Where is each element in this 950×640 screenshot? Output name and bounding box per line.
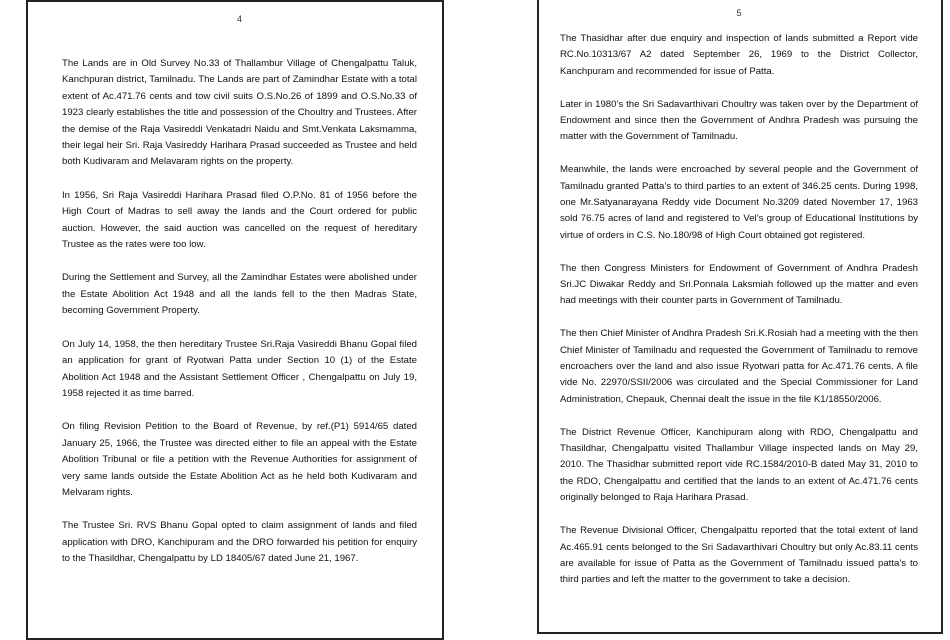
paragraph: During the Settlement and Survey, all the Zamindhar Estates were abolished under the Estate Abolition Act 1948 and all the lands fell to the then Madras State, becoming Government Property. <box>62 272 417 317</box>
document-page-right <box>537 0 943 634</box>
document-page-left <box>26 0 444 640</box>
paragraph: The District Revenue Officer, Kanchipuram along with RDO, Chengalpattu and Thasildhar, Chengalpattu visited Thallambur Village inspected lands on May 29, 2010. The Thasidhar submitted report vide RC.1584/2010-B dated May 31, 2010 to the RDO, Chengalpattu and certified that the lands to an extent of Ac.471.76 cents originally belonged to Raja Harihara Prasad. <box>560 426 918 504</box>
paragraph: The then Congress Ministers for Endowment of Government of Andhra Pradesh Sri.JC Diwakar Reddy and Sri.Ponnala Laksmiah followed up the matter and even had meetings with their counter parts in Government of Tamilnadu. <box>560 262 918 307</box>
paragraph: The then Chief Minister of Andhra Pradesh Sri.K.Rosiah had a meeting with the then Chief Minister of Tamilnadu and requested the Government of Tamilnadu to remove encroachers over the land and also issue Ryotwari patta for Ac.471.76 cents. A file vide No. 22970/SSII/2006 was circulated and the Special Commissioner for Land Administration, Chepauk, Chennai dealt the issue in the file K1/18550/2006. <box>560 328 918 405</box>
paragraph: Later in 1980’s the Sri Sadavarthivari Choultry was taken over by the Department of Endowment and since then the Government of Andhra Pradesh was pursuing the matter with the Government of Tamilnadu. <box>560 98 918 143</box>
page-number: 5 <box>736 8 742 18</box>
paragraph: The Lands are in Old Survey No.33 of Thallambur Village of Chengalpattu Taluk, Kanchpuran district, Tamilnadu. The Lands are part of Zamindhar Estate with a total extent of Ac.471.76 cents and tow civil suits O.S.No.26 of 1899 and O.S.No.33 of 1923 clearly establishes the title and possession of the Choultry and Trustees. After the demise of the Raja Vasireddi Venkatadri Naidu and Smt.Venkata Laksmamma, their legal heir Sri. Raja Vasireddy Harihara Prasad succeeded as Trustee and held both Kudivaram and Melavaram rights on the property. <box>62 58 417 168</box>
paragraph: The Trustee Sri. RVS Bhanu Gopal opted to claim assignment of lands and filed application with DRO, Kanchipuram and the DRO forwarded his petition for enquiry to the Thasildhar, Chengalpattu by LD 18405/67 dated June 21, 1967. <box>62 520 417 565</box>
paragraph: On July 14, 1958, the then hereditary Trustee Sri.Raja Vasireddi Bhanu Gopal filed an application for grant of Ryotwari Patta under Section 10 (1) of the Estate Abolition Act 1948 and the Assistant Settlement Officer , Chengalpattu on July 19, 1958 rejected it as time barred. <box>62 338 417 399</box>
page-number: 4 <box>236 14 242 24</box>
paragraph: In 1956, Sri Raja Vasireddi Harihara Prasad filed O.P.No. 81 of 1956 before the High Court of Madras to sell away the lands and the Court ordered for public auction. However, the said auction was cancelled on the request of hereditary Trustee as the rates were too low. <box>62 189 417 251</box>
paragraph: On filing Revision Petition to the Board of Revenue, by ref.(P1) 5914/65 dated January 25, 1966, the Trustee was directed either to file an appeal with the Estate Abolition Tribunal or file a petition with the Revenue Authorities for assignment of very same lands outside the Estate Abolition Act as he held both Kudivaram and Melvaram rights. <box>62 421 417 498</box>
paragraph: The Revenue Divisional Officer, Chengalpattu reported that the total extent of land Ac.465.91 cents belonged to the Sri Sadavarthivari Choultry but only Ac.83.11 cents are available for issue of Patta as the Government of Tamilnadu issued patta’s to third parties and left the matter to the government to take a decision. <box>560 525 918 586</box>
paragraph: The Thasidhar after due enquiry and inspection of lands submitted a Report vide RC.No.10313/67 A2 dated September 26, 1969 to the District Collector, Kanchpuram and recommended for issue of Patta. <box>560 33 918 77</box>
paragraph: Meanwhile, the lands were encroached by several people and the Government of Tamilnadu granted Patta’s to third parties to an extent of 346.25 cents. During 1998, one Mr.Satyanarayana Reddy vide Document No.3209 dated November 17, 1963 sold 76.75 acres of land and registered to Vel’s group of Educational Institutions by virtue of orders in C.S. No.180/98 of High Court obtained got registered. <box>560 164 918 241</box>
